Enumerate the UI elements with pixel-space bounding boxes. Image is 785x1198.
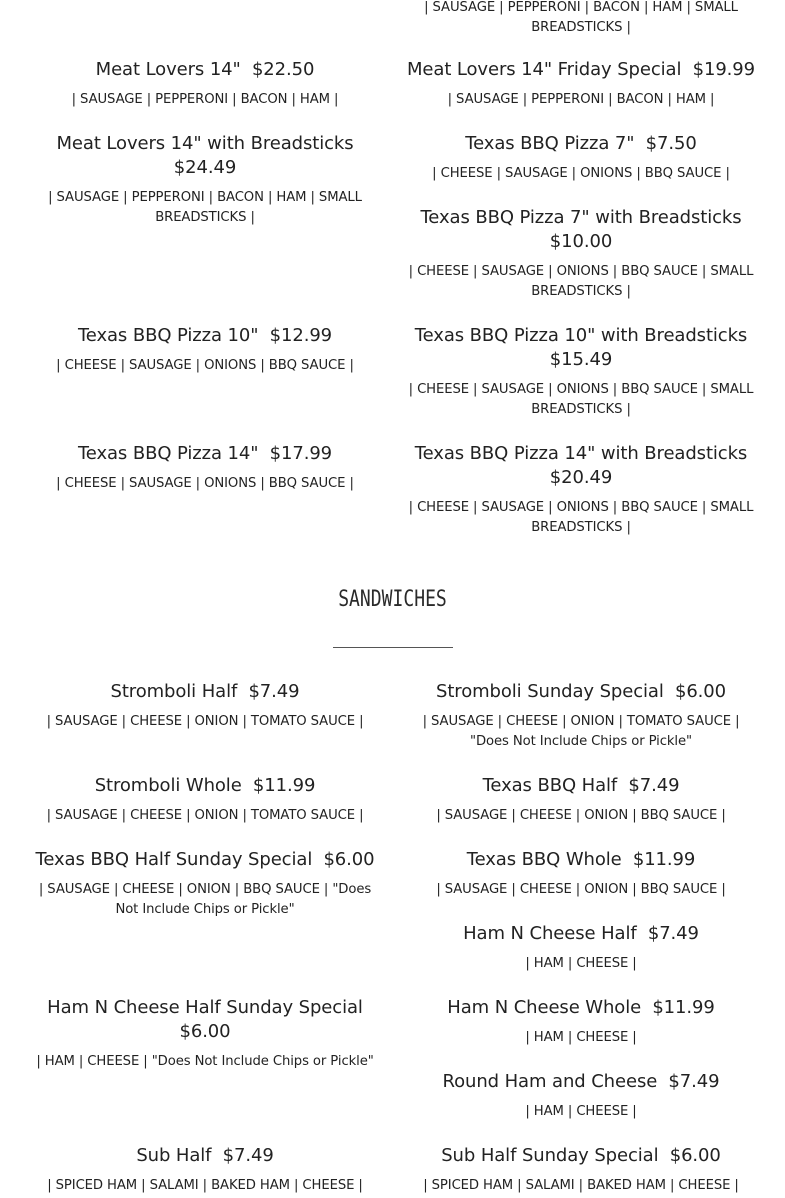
menu-item-title: Meat Lovers 14" Friday Special $19.99	[406, 59, 756, 80]
menu-item-description: | CHEESE | SAUSAGE | ONIONS | BBQ SAUCE |	[56, 476, 354, 491]
menu-item-description: | SAUSAGE | PEPPERONI | BACON | HAM | SMALL BREADSTICKS |	[424, 0, 738, 35]
menu-item-title: Meat Lovers 14" $22.50	[95, 59, 315, 80]
menu-item-texas-bbq-14	[30, 442, 380, 494]
menu-item-title: Texas BBQ Pizza 10" with Breadsticks $15.49	[414, 325, 759, 370]
menu-item-texas-bbq-14-breadsticks	[405, 442, 757, 538]
menu-item-description: | SAUSAGE | PEPPERONI | BACON | HAM | SMALL BREADSTICKS |	[48, 190, 362, 225]
menu-item-round-ham-cheese	[405, 1070, 757, 1122]
menu-item-title: Stromboli Whole $11.99	[94, 775, 316, 796]
menu-item-stromboli-whole	[30, 774, 380, 826]
menu-item-description: | SAUSAGE | CHEESE | ONION | TOMATO SAUCE |	[46, 808, 364, 823]
menu-item-description: | SAUSAGE | CHEESE | ONION | TOMATO SAUCE | "Does Not Include Chips or Pickle"	[422, 714, 740, 749]
menu-item-description: | CHEESE | SAUSAGE | ONIONS | BBQ SAUCE | SMALL BREADSTICKS |	[408, 264, 754, 299]
menu-item-title: Texas BBQ Whole $11.99	[466, 849, 696, 870]
menu-item-description: | CHEESE | SAUSAGE | ONIONS | BBQ SAUCE |	[56, 358, 354, 373]
menu-item-ham-cheese-whole	[405, 996, 757, 1048]
menu-item-description: | SAUSAGE | CHEESE | ONION | TOMATO SAUCE |	[46, 714, 364, 729]
menu-item-texas-bbq-7-breadsticks	[405, 206, 757, 302]
menu-item-description: | HAM | CHEESE |	[525, 1104, 637, 1119]
menu-item-description: | CHEESE | SAUSAGE | ONIONS | BBQ SAUCE |	[432, 166, 730, 181]
menu-item-title: Round Ham and Cheese $7.49	[442, 1071, 720, 1092]
menu-item-description: | SAUSAGE | CHEESE | ONION | BBQ SAUCE |	[436, 808, 726, 823]
menu-item-title: Texas BBQ Pizza 14" $17.99	[77, 443, 333, 464]
menu-item-title: Meat Lovers 14" with Breadsticks $24.49	[56, 133, 365, 178]
menu-item-title: Texas BBQ Pizza 14" with Breadsticks $20.49	[414, 443, 759, 488]
menu-item-title: Ham N Cheese Half $7.49	[463, 923, 699, 944]
menu-item-description: | CHEESE | SAUSAGE | ONIONS | BBQ SAUCE | SMALL BREADSTICKS |	[408, 500, 754, 535]
menu-item-description: | SAUSAGE | CHEESE | ONION | BBQ SAUCE | "Does Not Include Chips or Pickle"	[38, 882, 372, 917]
menu-item-description: | HAM | CHEESE |	[525, 1030, 637, 1045]
menu-item-title: Stromboli Sunday Special $6.00	[436, 681, 726, 702]
menu-item-description: | HAM | CHEESE |	[525, 956, 637, 971]
menu-item-texas-bbq-half	[405, 774, 757, 826]
menu-item-stromboli-sunday	[405, 680, 757, 752]
menu-item-title: Ham N Cheese Whole $11.99	[447, 997, 715, 1018]
menu-item-description: | HAM | CHEESE | "Does Not Include Chips or Pickle"	[36, 1054, 374, 1069]
menu-item-texas-bbq-10-breadsticks	[405, 324, 757, 420]
menu-item-sub-half-sunday	[405, 1144, 757, 1196]
menu-item-meat-lovers-14-breadsticks	[30, 132, 380, 228]
menu-item-ham-cheese-half-sunday	[30, 996, 380, 1072]
menu-item-stromboli-half	[30, 680, 380, 732]
menu-item-description: | SAUSAGE | CHEESE | ONION | BBQ SAUCE |	[436, 882, 726, 897]
menu-item-texas-bbq-whole	[405, 848, 757, 900]
menu-item-title: Texas BBQ Pizza 10" $12.99	[77, 325, 333, 346]
menu-item-texas-bbq-7	[405, 132, 757, 184]
menu-item-texas-bbq-half-sunday	[30, 848, 380, 920]
menu-item-title: Stromboli Half $7.49	[110, 681, 300, 702]
menu-item-description: | SPICED HAM | SALAMI | BAKED HAM | CHEESE |	[423, 1178, 739, 1193]
menu-item-title: Texas BBQ Half $7.49	[482, 775, 680, 796]
menu-item-title: Texas BBQ Half Sunday Special $6.00	[35, 849, 375, 870]
menu-item-title: Sub Half $7.49	[136, 1145, 274, 1166]
section-divider	[333, 647, 453, 648]
menu-item-meat-lovers-partial	[405, 0, 757, 38]
menu-item-description: | CHEESE | SAUSAGE | ONIONS | BBQ SAUCE | SMALL BREADSTICKS |	[408, 382, 754, 417]
menu-item-title: Texas BBQ Pizza 7" with Breadsticks $10.00	[420, 207, 753, 252]
menu-item-meat-lovers-14-friday	[405, 58, 757, 110]
menu-item-ham-cheese-half	[405, 922, 757, 974]
section-title-sandwiches: SANDWICHES	[338, 587, 447, 612]
menu-item-sub-half	[30, 1144, 380, 1196]
menu-item-title: Texas BBQ Pizza 7" $7.50	[465, 133, 697, 154]
menu-item-description: | SAUSAGE | PEPPERONI | BACON | HAM |	[447, 92, 715, 107]
menu-item-meat-lovers-14	[30, 58, 380, 110]
menu-item-description: | SAUSAGE | PEPPERONI | BACON | HAM |	[71, 92, 339, 107]
menu-item-title: Ham N Cheese Half Sunday Special $6.00	[47, 997, 375, 1042]
menu-item-texas-bbq-10	[30, 324, 380, 376]
menu-item-description: | SPICED HAM | SALAMI | BAKED HAM | CHEESE |	[47, 1178, 363, 1193]
menu-item-title: Sub Half Sunday Special $6.00	[441, 1145, 721, 1166]
